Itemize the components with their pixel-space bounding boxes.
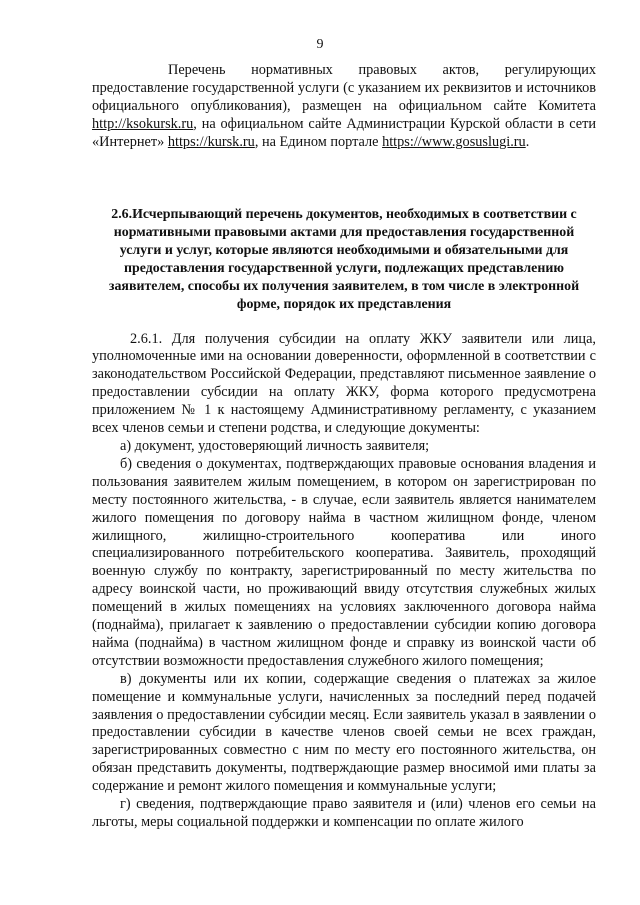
intro-text-2: , на официальном сайте Администрации Курской области в сети «Интернет» [92, 115, 596, 150]
list-item-g: г) сведения, подтверждающие право заявителя и (или) членов его семьи на льготы, меры социальной поддержки и компенсации по оплате жилого [92, 796, 596, 830]
section-heading-2-6: 2.6.Исчерпывающий перечень документов, необходимых в соответствии с нормативными правовыми актами для предоставления государственной услуги и услуг, которые являются необходимыми и обязательными для предоставления государственной услуги, подлежащих представлению заявителем, способы их получения заявителем, в том числе в электронной форме, порядок их представления [108, 206, 580, 312]
list-item-v: в) документы или их копии, содержащие сведения о платежах за жилое помещение и коммунальные услуги, начисленных за последний перед подачей заявления о предоставлении субсидии месяц. Если заявитель указал в заявлении о предоставлении субсидии в качестве членов своей семьи не всех граждан, зарегистрированных совместно с ним по месту его постоянного жительства, он обязан представить документы, подтверждающие размер вносимой ими платы за содержание и ремонт жилого помещения и коммунальные услуги; [92, 670, 596, 795]
list-item-a: а) документ, удостоверяющий личность заявителя; [120, 437, 430, 454]
document-body [92, 62, 596, 832]
paragraph-2-6-1: 2.6.1. Для получения субсидии на оплату ЖКУ заявители или лица, уполномоченные ими на основании доверенности, оформленной в соответствии с законодательством Российской Федерации, представляют письменное заявление о предоставлении субсидии на оплату ЖКУ, форма которого предусмотрена приложением № 1 к настоящему Административному регламенту, с указанием всех членов семьи и степени родства, и следующие документы: [92, 330, 596, 437]
intro-text-1: Перечень нормативных правовых актов, регулирующих предоставление государственной услуги (с указанием их реквизитов и источников официального опубликования), размещен на официальном сайте Комитета [92, 62, 596, 114]
intro-paragraph [92, 62, 596, 152]
intro-text-3: , на Едином портале [254, 133, 383, 150]
list-item-b: б) сведения о документах, подтверждающих правовые основания владения и пользования заявителем жилым помещением, в котором он зарегистрирован по месту постоянного жительства, - в случае, если заявитель является нанимателем жилого помещения по договору найма в частном жилищном фонде, членом жилищного, жилищно-строительного кооператива или иного специализированного потребительского кооператива. Заявитель, проходящий военную службу по контракту, зарегистрированный по месту жительства по адресу воинской части, но проживающий ввиду отсутствия служебных жилых помещений в жилых помещениях на условиях заключенного договора найма (поднайма), прилагает к заявлению о предоставлении субсидии копию договора найма (поднайма) в частном жилищном фонде и справку из воинской части об отсутствии возможности предоставления служебного жилого помещения; [92, 455, 596, 669]
intro-text-4: . [525, 133, 530, 150]
link-gosuslugi[interactable]: https://www.gosuslugi.ru [382, 133, 526, 150]
link-ksokursk[interactable]: http://ksokursk.ru [92, 115, 194, 132]
link-kursk[interactable]: https://kursk.ru [167, 133, 255, 150]
page-number: 9 [316, 37, 324, 52]
